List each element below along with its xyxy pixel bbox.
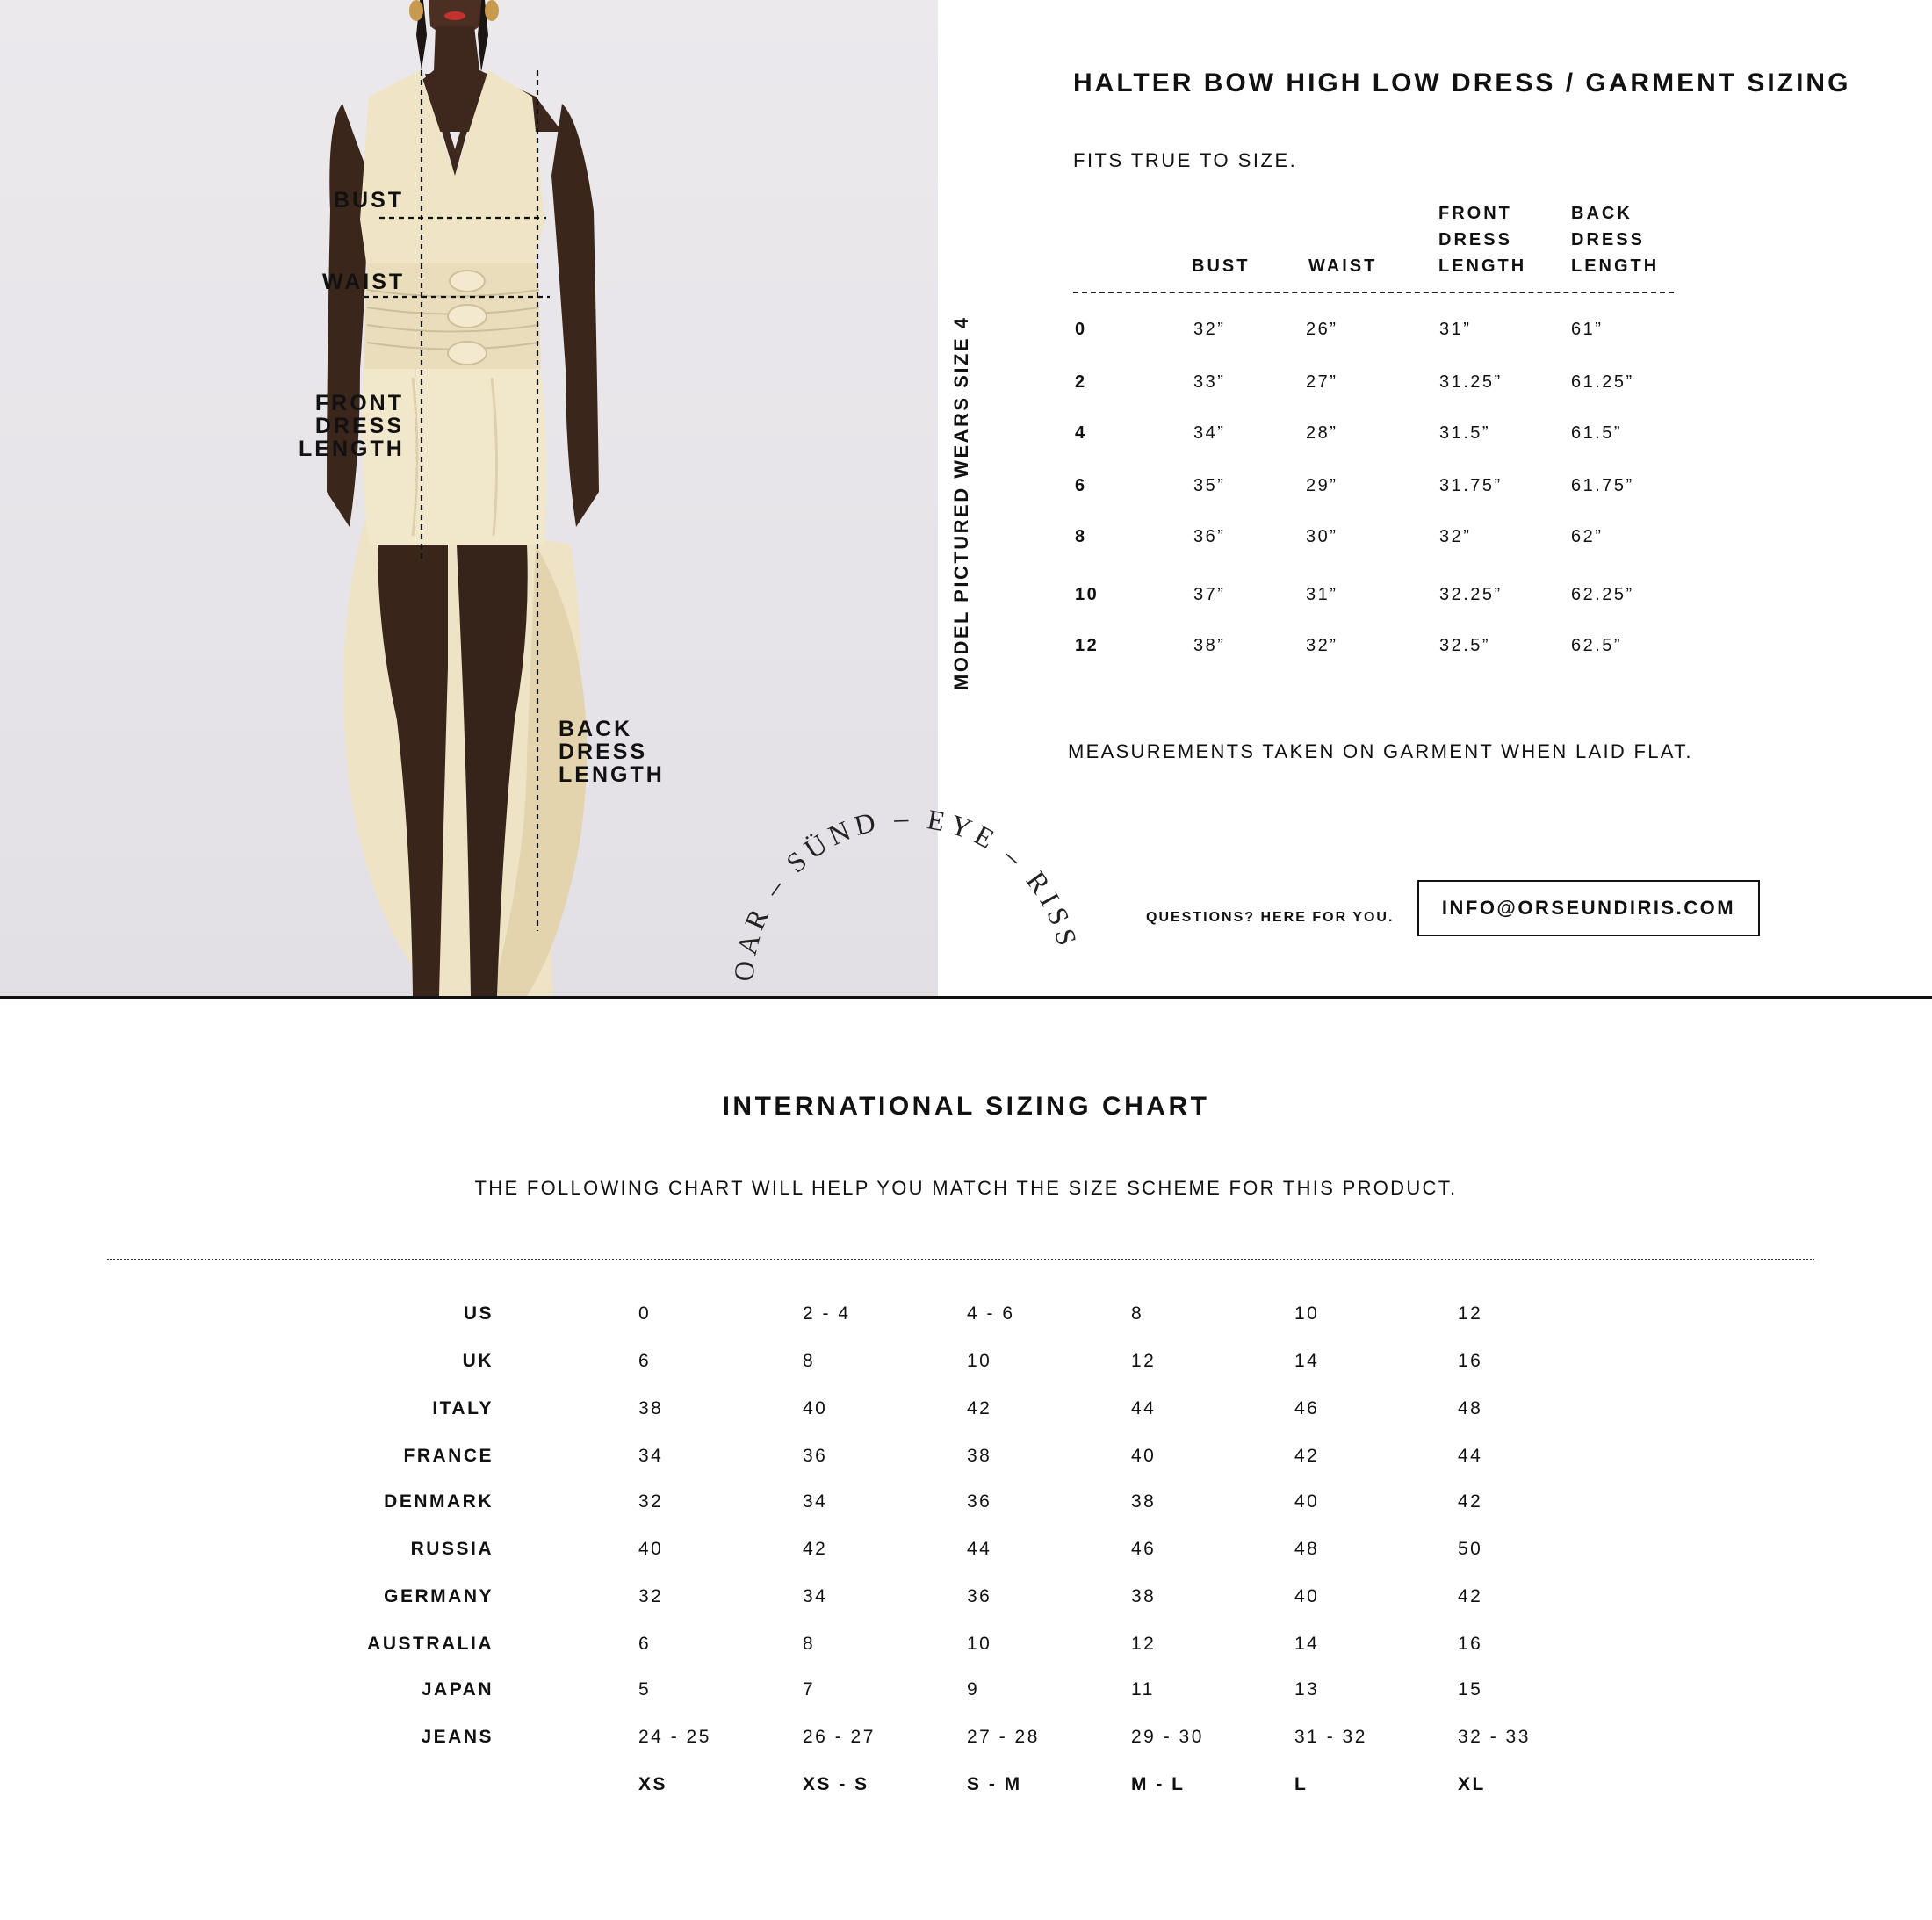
size-value-cell: 16 xyxy=(1458,1351,1483,1371)
size-value-cell: 14 xyxy=(1294,1634,1320,1654)
size-value-cell: 14 xyxy=(1294,1351,1320,1371)
front-length-cell: 31.75” xyxy=(1439,476,1503,495)
size-value-cell: 36 xyxy=(967,1586,992,1606)
size-value-cell: 42 xyxy=(803,1539,828,1559)
header-back-dress-length: BACK DRESS LENGTH xyxy=(1571,204,1660,276)
pronunciation-arc xyxy=(720,790,1089,1001)
waist-label: WAIST xyxy=(322,270,406,294)
bust-cell: 37” xyxy=(1193,585,1226,604)
back-length-cell: 62.25” xyxy=(1571,585,1634,604)
size-value-cell: 6 xyxy=(638,1351,652,1371)
bust-cell: 36” xyxy=(1193,527,1226,546)
header-front-dress-length: FRONT DRESS LENGTH xyxy=(1438,204,1527,276)
country-label: US xyxy=(463,1303,494,1324)
size-value-cell: 40 xyxy=(638,1539,664,1559)
size-value-cell: 42 xyxy=(1458,1491,1483,1512)
size-value-cell: 34 xyxy=(803,1586,828,1606)
country-label: JEANS xyxy=(421,1727,494,1747)
size-cell: 8 xyxy=(1075,527,1087,546)
size-value-cell: 13 xyxy=(1294,1679,1320,1700)
size-value-cell: 7 xyxy=(803,1679,816,1700)
size-value-cell: 27 - 28 xyxy=(967,1727,1040,1747)
size-value-cell: 42 xyxy=(1294,1446,1320,1466)
size-value-cell: 16 xyxy=(1458,1634,1483,1654)
size-value-cell: 42 xyxy=(1458,1586,1483,1606)
waist-cell: 26” xyxy=(1306,320,1338,339)
size-value-cell: 12 xyxy=(1131,1634,1157,1654)
section-divider xyxy=(0,996,1932,999)
bust-cell: 34” xyxy=(1193,423,1226,443)
size-value-cell: 36 xyxy=(803,1446,828,1466)
front-length-cell: 32.25” xyxy=(1439,585,1503,604)
bust-label: BUST xyxy=(334,188,405,213)
waist-cell: 27” xyxy=(1306,372,1338,392)
size-value-cell: 46 xyxy=(1294,1398,1320,1418)
header-bust: BUST xyxy=(1192,256,1251,276)
front-dress-length-label: FRONT DRESS LENGTH xyxy=(299,391,405,461)
svg-text:OAR – SÜND – EYE – RISS xyxy=(727,802,1085,983)
letter-size-cell: S - M xyxy=(967,1774,1022,1794)
bust-cell: 35” xyxy=(1193,476,1226,495)
bust-cell: 33” xyxy=(1193,372,1226,392)
size-value-cell: 11 xyxy=(1131,1679,1155,1700)
size-value-cell: 44 xyxy=(1131,1398,1157,1418)
size-value-cell: 40 xyxy=(1131,1446,1157,1466)
model-size-note: MODEL PICTURED WEARS SIZE 4 xyxy=(950,315,972,690)
size-value-cell: 38 xyxy=(1131,1586,1157,1606)
size-value-cell: 38 xyxy=(1131,1491,1157,1512)
size-value-cell: 34 xyxy=(803,1491,828,1512)
back-length-cell: 61” xyxy=(1571,320,1604,339)
size-value-cell: 40 xyxy=(1294,1491,1320,1512)
back-length-cell: 62.5” xyxy=(1571,636,1623,655)
size-cell: 0 xyxy=(1075,320,1087,339)
size-value-cell: 12 xyxy=(1458,1303,1483,1324)
size-value-cell: 6 xyxy=(638,1634,652,1654)
country-label: ITALY xyxy=(432,1398,494,1418)
size-value-cell: 48 xyxy=(1458,1398,1483,1418)
size-value-cell: 15 xyxy=(1458,1679,1483,1700)
letter-size-cell: XL xyxy=(1458,1774,1486,1794)
size-value-cell: 32 xyxy=(638,1586,664,1606)
size-value-cell: 48 xyxy=(1294,1539,1320,1559)
size-value-cell: 12 xyxy=(1131,1351,1157,1371)
waist-cell: 31” xyxy=(1306,585,1338,604)
email-contact-button[interactable]: INFO@ORSEUNDIRIS.COM xyxy=(1417,880,1760,936)
size-cell: 6 xyxy=(1075,476,1087,495)
back-length-cell: 61.5” xyxy=(1571,423,1623,443)
laid-flat-note: MEASUREMENTS TAKEN ON GARMENT WHEN LAID FLAT. xyxy=(1068,740,1693,762)
bust-cell: 38” xyxy=(1193,636,1226,655)
garment-table-divider xyxy=(1073,292,1674,293)
country-label: RUSSIA xyxy=(410,1539,494,1559)
size-value-cell: 40 xyxy=(803,1398,828,1418)
letter-size-cell: L xyxy=(1294,1774,1308,1794)
size-value-cell: 8 xyxy=(1131,1303,1144,1324)
size-value-cell: 38 xyxy=(967,1446,992,1466)
size-value-cell: 0 xyxy=(638,1303,652,1324)
pronunciation-text: OAR – SÜND – EYE – RISS xyxy=(727,801,1085,983)
garment-sizing-title: HALTER BOW HIGH LOW DRESS / GARMENT SIZING xyxy=(1073,69,1851,97)
back-length-cell: 62” xyxy=(1571,527,1604,546)
fit-note: FITS TRUE TO SIZE. xyxy=(1073,149,1298,171)
header-waist: WAIST xyxy=(1308,256,1378,276)
back-length-cell: 61.75” xyxy=(1571,476,1634,495)
size-value-cell: 26 - 27 xyxy=(803,1727,876,1747)
size-value-cell: 10 xyxy=(967,1634,992,1654)
waist-cell: 30” xyxy=(1306,527,1338,546)
size-value-cell: 24 - 25 xyxy=(638,1727,711,1747)
size-value-cell: 46 xyxy=(1131,1539,1157,1559)
size-value-cell: 31 - 32 xyxy=(1294,1727,1367,1747)
size-value-cell: 32 xyxy=(638,1491,664,1512)
letter-size-cell: M - L xyxy=(1131,1774,1186,1794)
letter-size-cell: XS xyxy=(638,1774,668,1794)
size-cell: 2 xyxy=(1075,372,1087,392)
back-dress-length-label: BACK DRESS LENGTH xyxy=(559,717,665,787)
waist-cell: 29” xyxy=(1306,476,1338,495)
questions-text: QUESTIONS? HERE FOR YOU. xyxy=(1146,910,1395,925)
international-chart-subtitle: THE FOLLOWING CHART WILL HELP YOU MATCH THE SIZE SCHEME FOR THIS PRODUCT. xyxy=(474,1177,1458,1199)
country-label: GERMANY xyxy=(384,1586,494,1606)
waist-cell: 32” xyxy=(1306,636,1338,655)
size-value-cell: 9 xyxy=(967,1679,980,1700)
country-label: JAPAN xyxy=(421,1679,494,1700)
size-value-cell: 44 xyxy=(1458,1446,1483,1466)
international-chart-divider xyxy=(107,1259,1814,1260)
size-cell: 4 xyxy=(1075,423,1087,443)
size-value-cell: 42 xyxy=(967,1398,992,1418)
size-value-cell: 8 xyxy=(803,1634,816,1654)
size-value-cell: 29 - 30 xyxy=(1131,1727,1204,1747)
size-value-cell: 36 xyxy=(967,1491,992,1512)
country-label: UK xyxy=(462,1351,494,1371)
international-chart-title: INTERNATIONAL SIZING CHART xyxy=(722,1092,1210,1121)
size-value-cell: 38 xyxy=(638,1398,664,1418)
size-value-cell: 40 xyxy=(1294,1586,1320,1606)
size-value-cell: 4 - 6 xyxy=(967,1303,1015,1324)
size-value-cell: 2 - 4 xyxy=(803,1303,851,1324)
size-value-cell: 10 xyxy=(1294,1303,1320,1324)
front-length-cell: 32.5” xyxy=(1439,636,1491,655)
front-length-cell: 31.5” xyxy=(1439,423,1491,443)
size-value-cell: 32 - 33 xyxy=(1458,1727,1531,1747)
size-value-cell: 10 xyxy=(967,1351,992,1371)
size-cell: 10 xyxy=(1075,585,1099,604)
size-value-cell: 44 xyxy=(967,1539,992,1559)
country-label: DENMARK xyxy=(384,1491,494,1512)
back-length-cell: 61.25” xyxy=(1571,372,1634,392)
letter-size-cell: XS - S xyxy=(803,1774,869,1794)
size-value-cell: 5 xyxy=(638,1679,652,1700)
front-length-cell: 31.25” xyxy=(1439,372,1503,392)
front-length-cell: 32” xyxy=(1439,527,1472,546)
waist-cell: 28” xyxy=(1306,423,1338,443)
size-value-cell: 8 xyxy=(803,1351,816,1371)
size-value-cell: 34 xyxy=(638,1446,664,1466)
front-length-cell: 31” xyxy=(1439,320,1472,339)
country-label: AUSTRALIA xyxy=(367,1634,494,1654)
bust-cell: 32” xyxy=(1193,320,1226,339)
size-cell: 12 xyxy=(1075,636,1099,655)
size-value-cell: 50 xyxy=(1458,1539,1483,1559)
country-label: FRANCE xyxy=(403,1446,494,1466)
